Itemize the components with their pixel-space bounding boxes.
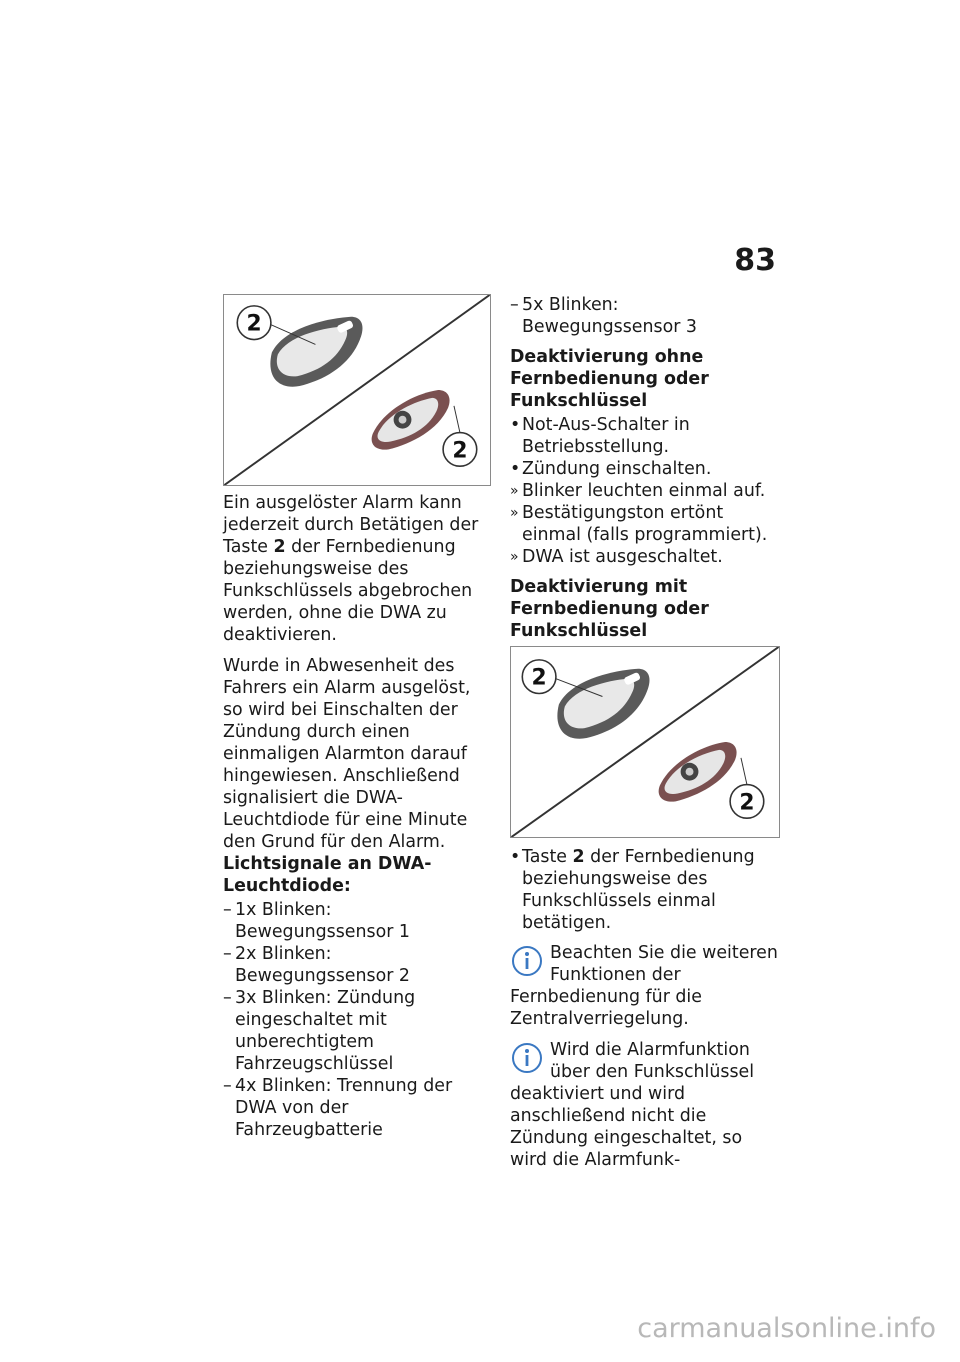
callout-2-key: 2 <box>739 790 755 816</box>
info-note: Beachten Sie die weiteren Funktionen der Fernbedienung für die Zentralverriegelung. <box>510 943 778 1029</box>
deactivation-without-remote-heading: Deaktivierung ohne Fernbedienung oder Funkschlüssel <box>510 347 709 411</box>
callout-2-remote: 2 <box>246 311 262 337</box>
list-item: » Blinker leuchten einmal auf. <box>510 480 782 502</box>
remote-fob-icon <box>270 317 362 387</box>
key-icon <box>372 390 450 450</box>
remote-key-figure <box>223 294 491 486</box>
list-item: » Bestätigungston ertönt einmal (falls programmiert). <box>510 502 782 546</box>
info-icon <box>510 944 544 978</box>
light-signals-heading: Lichtsignale an DWA-Leuchtdiode: <box>223 854 432 896</box>
list-item: – 4x Blinken: Trennung der DWA von der Fahrzeugbatterie <box>223 1075 491 1141</box>
results-list <box>510 480 782 568</box>
list-item: – 5x Blinken: Bewegungssensor 3 <box>510 294 782 338</box>
left-column <box>223 294 491 1141</box>
page-number: 83 <box>734 243 776 278</box>
steps-list-2 <box>510 846 782 934</box>
key-icon <box>659 742 737 802</box>
list-item: • Zündung einschalten. <box>510 458 782 480</box>
remote-key-figure-2 <box>510 646 780 838</box>
signal-list-continued <box>510 294 782 338</box>
signal-list <box>223 899 491 1141</box>
callout-2-remote: 2 <box>531 665 547 691</box>
right-column <box>510 294 782 1180</box>
callout-2-key: 2 <box>452 438 468 464</box>
alarm-absence-paragraph: Wurde in Abwesenheit des Fahrers ein Alarm ausgelöst, so wird bei Einschalten der Zündung durch einen einmaligen Alarmton darauf hingewiesen. Anschließend signalisiert die DWA-Leuchtdiode für eine Minute den Grund für den Alarm. <box>223 656 471 852</box>
list-item: – 3x Blinken: Zündung eingeschaltet mit unberechtigtem Fahrzeugschlüssel <box>223 987 491 1075</box>
steps-list <box>510 414 782 480</box>
info-note: Wird die Alarmfunktion über den Funkschlüssel deaktiviert und wird anschließend nicht die Zündung eingeschaltet, so wird die Alarmfunk- <box>510 1040 755 1170</box>
info-icon <box>510 1041 544 1075</box>
list-item: – 1x Blinken: Bewegungssensor 1 <box>223 899 491 943</box>
cancel-alarm-paragraph: Ein ausgelöster Alarm kann jederzeit durch Betätigen der Taste 2 der Fernbedienung beziehungsweise des Funkschlüssels abgebrochen werden, ohne die DWA zu deaktivieren. <box>223 493 479 645</box>
remote-fob-icon <box>557 669 649 739</box>
deactivation-with-remote-heading: Deaktivierung mit Fernbedienung oder Funkschlüssel <box>510 577 709 641</box>
list-item: – 2x Blinken: Bewegungssensor 2 <box>223 943 491 987</box>
list-item: » DWA ist ausgeschaltet. <box>510 546 782 568</box>
list-item: • Taste 2 der Fernbedienung beziehungsweise des Funkschlüssels einmal betätigen. <box>510 846 782 934</box>
list-item: • Not-Aus-Schalter in Betriebsstellung. <box>510 414 782 458</box>
watermark: carmanualsonline.info <box>637 1313 936 1344</box>
